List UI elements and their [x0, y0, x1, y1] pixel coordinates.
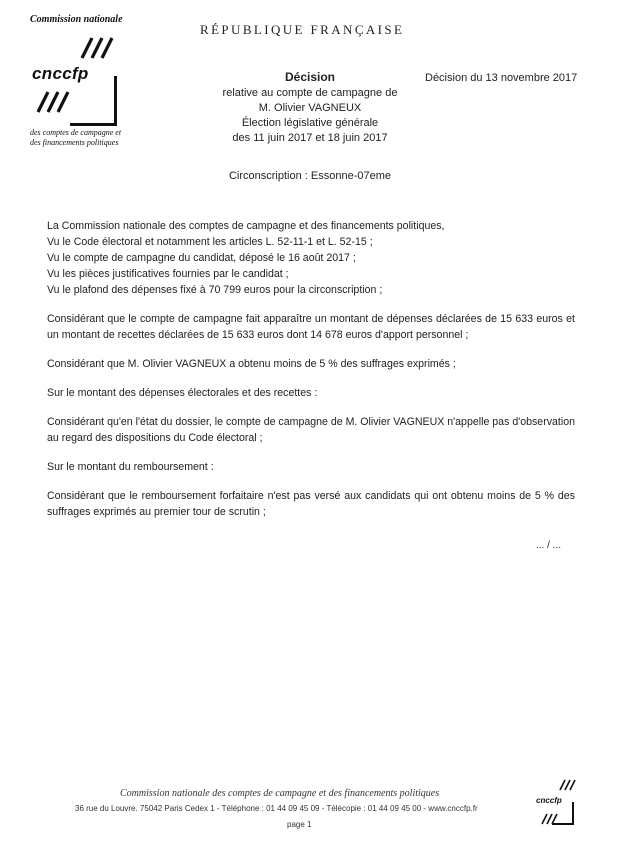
heading-reimbursement: Sur le montant du remboursement :	[47, 461, 214, 473]
logo-subtitle	[30, 128, 140, 148]
decision-body	[47, 218, 575, 520]
visa-line: Vu le compte de campagne du candidat, déposé le 16 août 2017 ;	[47, 252, 356, 264]
decision-title-block	[190, 70, 430, 146]
visa-line: Vu le plafond des dépenses fixé à 70 799 euros pour la circonscription ;	[47, 284, 383, 296]
footer-logo-name: cnccfp	[536, 796, 562, 805]
logo-top-text: Commission nationale	[30, 14, 123, 25]
considerant-expenses: Considérant que le compte de campagne fait apparaître un montant de dépenses déclarées de 15 633 euros et un montant de recettes déclarées de 15 633 euros dont 14 678 euros d'apport personnel ;	[47, 313, 575, 341]
footer-logo-frame-bottom	[552, 823, 574, 825]
continuation-mark: ... / ...	[536, 540, 562, 551]
logo-name: cnccfp	[32, 64, 89, 83]
logo-subtitle-line: des comptes de campagne et	[30, 128, 122, 137]
circonscription: Circonscription : Essonne-07eme	[228, 170, 392, 182]
footer-logo-frame-right	[572, 802, 574, 824]
title-line: des 11 juin 2017 et 18 juin 2017	[232, 132, 388, 144]
visa-line: Vu les pièces justificatives fournies par le candidat ;	[47, 268, 289, 280]
heading-expenses: Sur le montant des dépenses électorales et des recettes :	[47, 387, 318, 399]
logo-subtitle-line: des financements politiques	[30, 138, 119, 147]
logo-frame-bottom	[70, 123, 117, 126]
decision-date: Décision du 13 novembre 2017	[425, 72, 578, 84]
title-line: M. Olivier VAGNEUX	[258, 102, 362, 114]
footer-commission: Commission nationale des comptes de campagne et des financements politiques	[120, 788, 440, 799]
title-line: relative au compte de campagne de	[222, 87, 398, 99]
considerant-account: Considérant qu'en l'état du dossier, le compte de campagne de M. Olivier VAGNEUX n'appelle pas d'observation au regard des dispositions du Code électoral ;	[47, 416, 575, 444]
considerant-reimbursement: Considérant que le remboursement forfaitaire n'est pas versé aux candidats qui ont obtenu moins de 5 % des suffrages exprimés au premier tour de scrutin ;	[47, 490, 575, 518]
republic-heading: RÉPUBLIQUE FRANÇAISE	[200, 22, 405, 37]
decision-title: Décision	[284, 70, 335, 84]
title-line: Élection législative générale	[241, 117, 379, 129]
footer-address: 36 rue du Louvre. 75042 Paris Cedex 1 - Téléphone : 01 44 09 45 09 - Télécopie : 01 44 09 45 00 - www.cnccfp.fr	[75, 804, 478, 813]
page-number: page 1	[287, 820, 312, 829]
visa-line: Vu le Code électoral et notamment les articles L. 52-11-1 et L. 52-15 ;	[47, 236, 373, 248]
considerant-votes: Considérant que M. Olivier VAGNEUX a obtenu moins de 5 % des suffrages exprimés ;	[47, 358, 456, 370]
logo-frame-right	[114, 76, 117, 126]
visa-line: La Commission nationale des comptes de campagne et des financements politiques,	[47, 220, 445, 232]
footer-logo	[536, 776, 576, 828]
